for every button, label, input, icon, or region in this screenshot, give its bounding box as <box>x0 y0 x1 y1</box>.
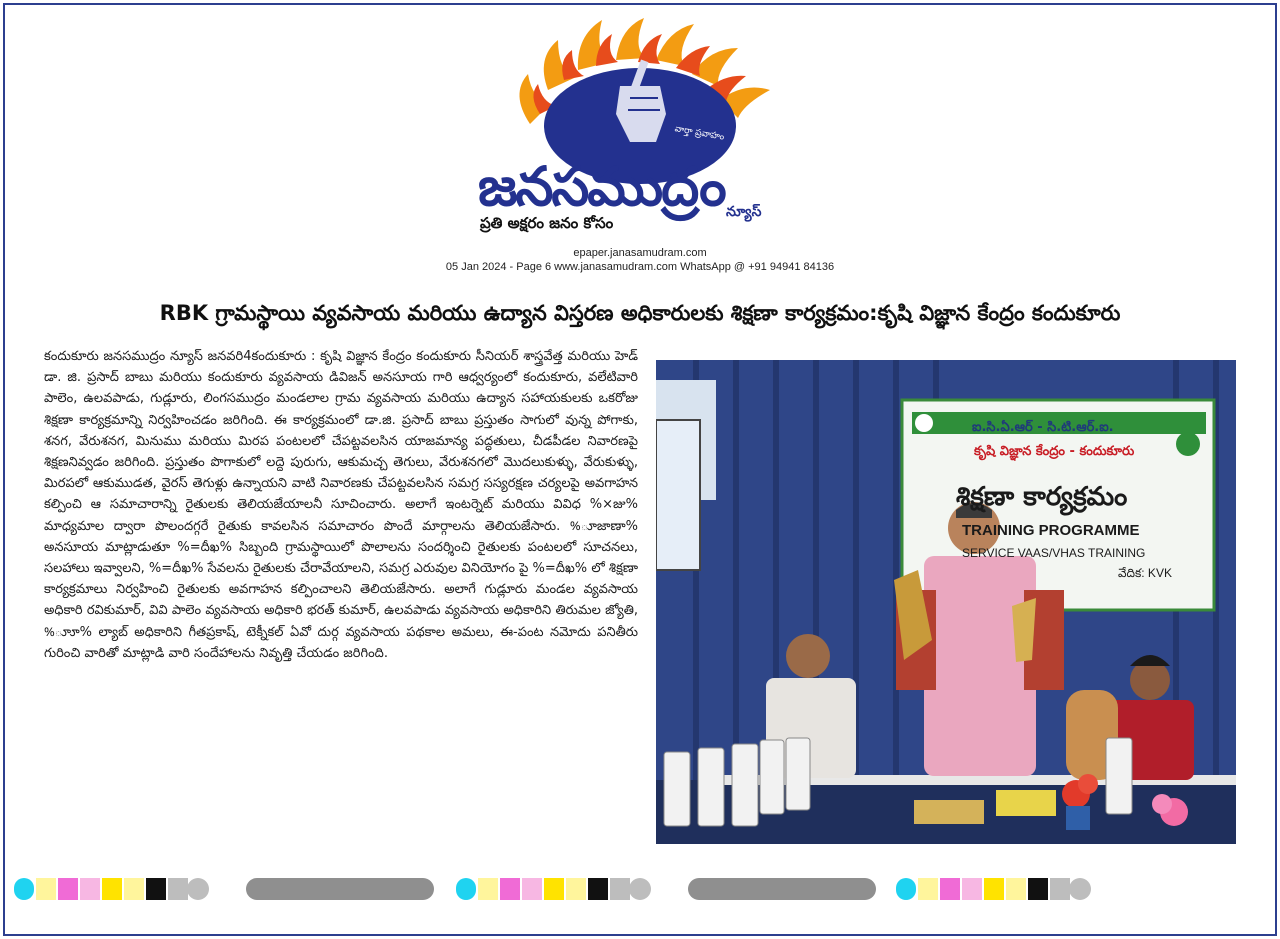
color-swatch <box>456 878 476 900</box>
color-swatch <box>522 878 542 900</box>
grey-stripe-block <box>688 878 876 900</box>
color-swatch <box>896 878 916 900</box>
banner-line-3: శిక్షణా కార్యక్రమం <box>956 482 1128 512</box>
color-swatch <box>102 878 122 900</box>
color-swatch <box>918 878 938 900</box>
banner-line-5: SERVICE VAAS/VHAS TRAINING <box>962 546 1146 560</box>
color-swatch <box>124 878 144 900</box>
banner-line-1: ఐ.సి.ఏ.ఆర్ - సి.టి.ఆర్.ఐ. <box>972 420 1114 435</box>
masthead-logo <box>470 14 810 244</box>
newspaper-name: జనసముద్రం <box>478 154 725 218</box>
article-body: కందుకూరు జనసముద్రం న్యూస్ జనవరి4కందుకూరు : కృషి విజ్ఞాన కేంద్రం కందుకూరు సీనియర్ శాస్త్రవేత్త మరియు హెడ్ డా. జి. ప్రసాద్ బాబు మరియు కందుకూరు వ్యవసాయ డివిజన్ అనసూయ గారి ఆధ్వర్యంలో కందుకూరు, వలేటివారి పాలెం, ఉలవపాడు, గుడ్లూరు, లింగసముద్రం మండలాల గ్రామ వ్యవసాయ మరియు ఉద్యాన సహాయకులకు ఒకరోజు శిక్షణా కార్యక్రమాన్ని నిర్వహించడం జరిగింది. ఈ కార్యక్రమంలో డా.జి. ప్రసాద్ బాబు ప్రస్తుతం సాగులో వున్న పోగాకు, శనగ, వేరుశనగ, మినుము మరియు మిరప పంటలలో చేపట్టవలసిన యాజమాన్య పద్ధతులు, చీడపీడల నివారణపై శిక్షణనివ్వడం జరిగింది. ప్రస్తుతం పొగాకులో లద్దె పురుగు, ఆకుమచ్చ తెగులు, వేరుశనగలో మొదలుకుళ్ళు, వేరుకుళ్ళు, మిరపలో ఆకుముడత, వైరస్ తెగుళ్లు ఉన్నాయని వాటి నివారణకు చేపట్టవలసిన సమగ్ర సస్యరక్షణ చర్యలపై అవగాహన కల్పించి ఆ సమాచారాన్ని రైతులకు తెలియజేయాలనీ సూచించారు. అలాగే ఇంటర్నెట్ మరియు వివిధ %×జు% మాధ్యమాల ద్వారా పొలందగ్గరే రైతుకు కావలసిన సమాచారం పొందే మార్గాలను తెలియజేసారు. %ూజాణా% అనసూయ మాట్లాడుతూ %=దీఖ% సిబ్బంది గ్రామస్థాయిలో పొలాలను సందర్శించి రైతులకు పంటలలో సూచనలు, సలహాలు ఇవ్వాలని, %=దీఖ% సేవలను రైతులకు చేరావేయాలని, సమగ్ర ఎరువుల వినియోగం పై %=దీఖ% లో శిక్షణా కార్యక్రమాలు నిర్వహించి రైతులకు అవగాహన కల్పించాలని తెలియజేసారు. అలాగే గుడ్లూరు మండల వ్యవసాయ అధికారి రవికుమార్, వివి పాలెం వ్యవసాయ అధికారి భరత్ కుమార్, ఉలవపాడు వ్యవసాయ అధికారిని తిరుమల జ్యోతి, %ూూ% ల్యాబ్ అధికారిని గీతప్రకాష్, టెక్నీకల్ ఏవో దుర్గ వ్యవసాయ పథకాల అమలు, ఈ-పంట నమోదు పనితీరు గురించి వారితో మాట్లాడి వారి సందేహాలను నివృత్తి చేయడం జరిగింది. <box>44 349 638 661</box>
logo-arc-left-text: నిరంతర <box>479 80 510 95</box>
color-swatch <box>168 878 188 900</box>
color-swatch <box>544 878 564 900</box>
color-swatch-end <box>1069 878 1091 900</box>
color-swatch <box>588 878 608 900</box>
masthead-tagline: ప్రతి అక్షరం జనం కోసం <box>480 214 614 232</box>
color-swatch <box>36 878 56 900</box>
color-swatch-end <box>629 878 651 900</box>
color-swatch <box>962 878 982 900</box>
logo-arc-right-text: వార్తా ప్రవాహం <box>673 124 725 143</box>
article-photo <box>656 360 1236 844</box>
color-swatch-end <box>187 878 209 900</box>
color-swatch <box>14 878 34 900</box>
color-swatch <box>1050 878 1070 900</box>
news-tag: న్యూస్ <box>726 204 762 220</box>
banner-line-4: TRAINING PROGRAMME <box>962 522 1140 539</box>
issue-details: 05 Jan 2024 - Page 6 www.janasamudram.com WhatsApp @ +91 94941 84136 <box>445 261 835 273</box>
color-swatch <box>610 878 630 900</box>
epaper-url[interactable]: epaper.janasamudram.com <box>573 247 707 259</box>
banner-line-6: వేదిక: KVK <box>1118 566 1172 580</box>
color-swatch <box>80 878 100 900</box>
print-color-bar <box>0 878 1280 900</box>
color-swatch <box>58 878 78 900</box>
color-swatch <box>500 878 520 900</box>
color-swatch <box>566 878 586 900</box>
color-swatch <box>478 878 498 900</box>
grey-stripe-block <box>246 878 434 900</box>
color-swatch <box>1028 878 1048 900</box>
color-swatch <box>146 878 166 900</box>
article-headline: RBK గ్రామస్థాయి వ్యవసాయ మరియు ఉద్యాన విస్తరణ అధికారులకు శిక్షణా కార్యక్రమం:కృషి విజ్ఞాన కేంద్రం కందుకూరు <box>159 301 1121 325</box>
color-swatch <box>940 878 960 900</box>
color-swatch <box>1006 878 1026 900</box>
publication-info <box>0 246 1280 274</box>
banner-line-2: కృషి విజ్ఞాన కేంద్రం - కందుకూరు <box>974 444 1135 459</box>
color-swatch <box>984 878 1004 900</box>
